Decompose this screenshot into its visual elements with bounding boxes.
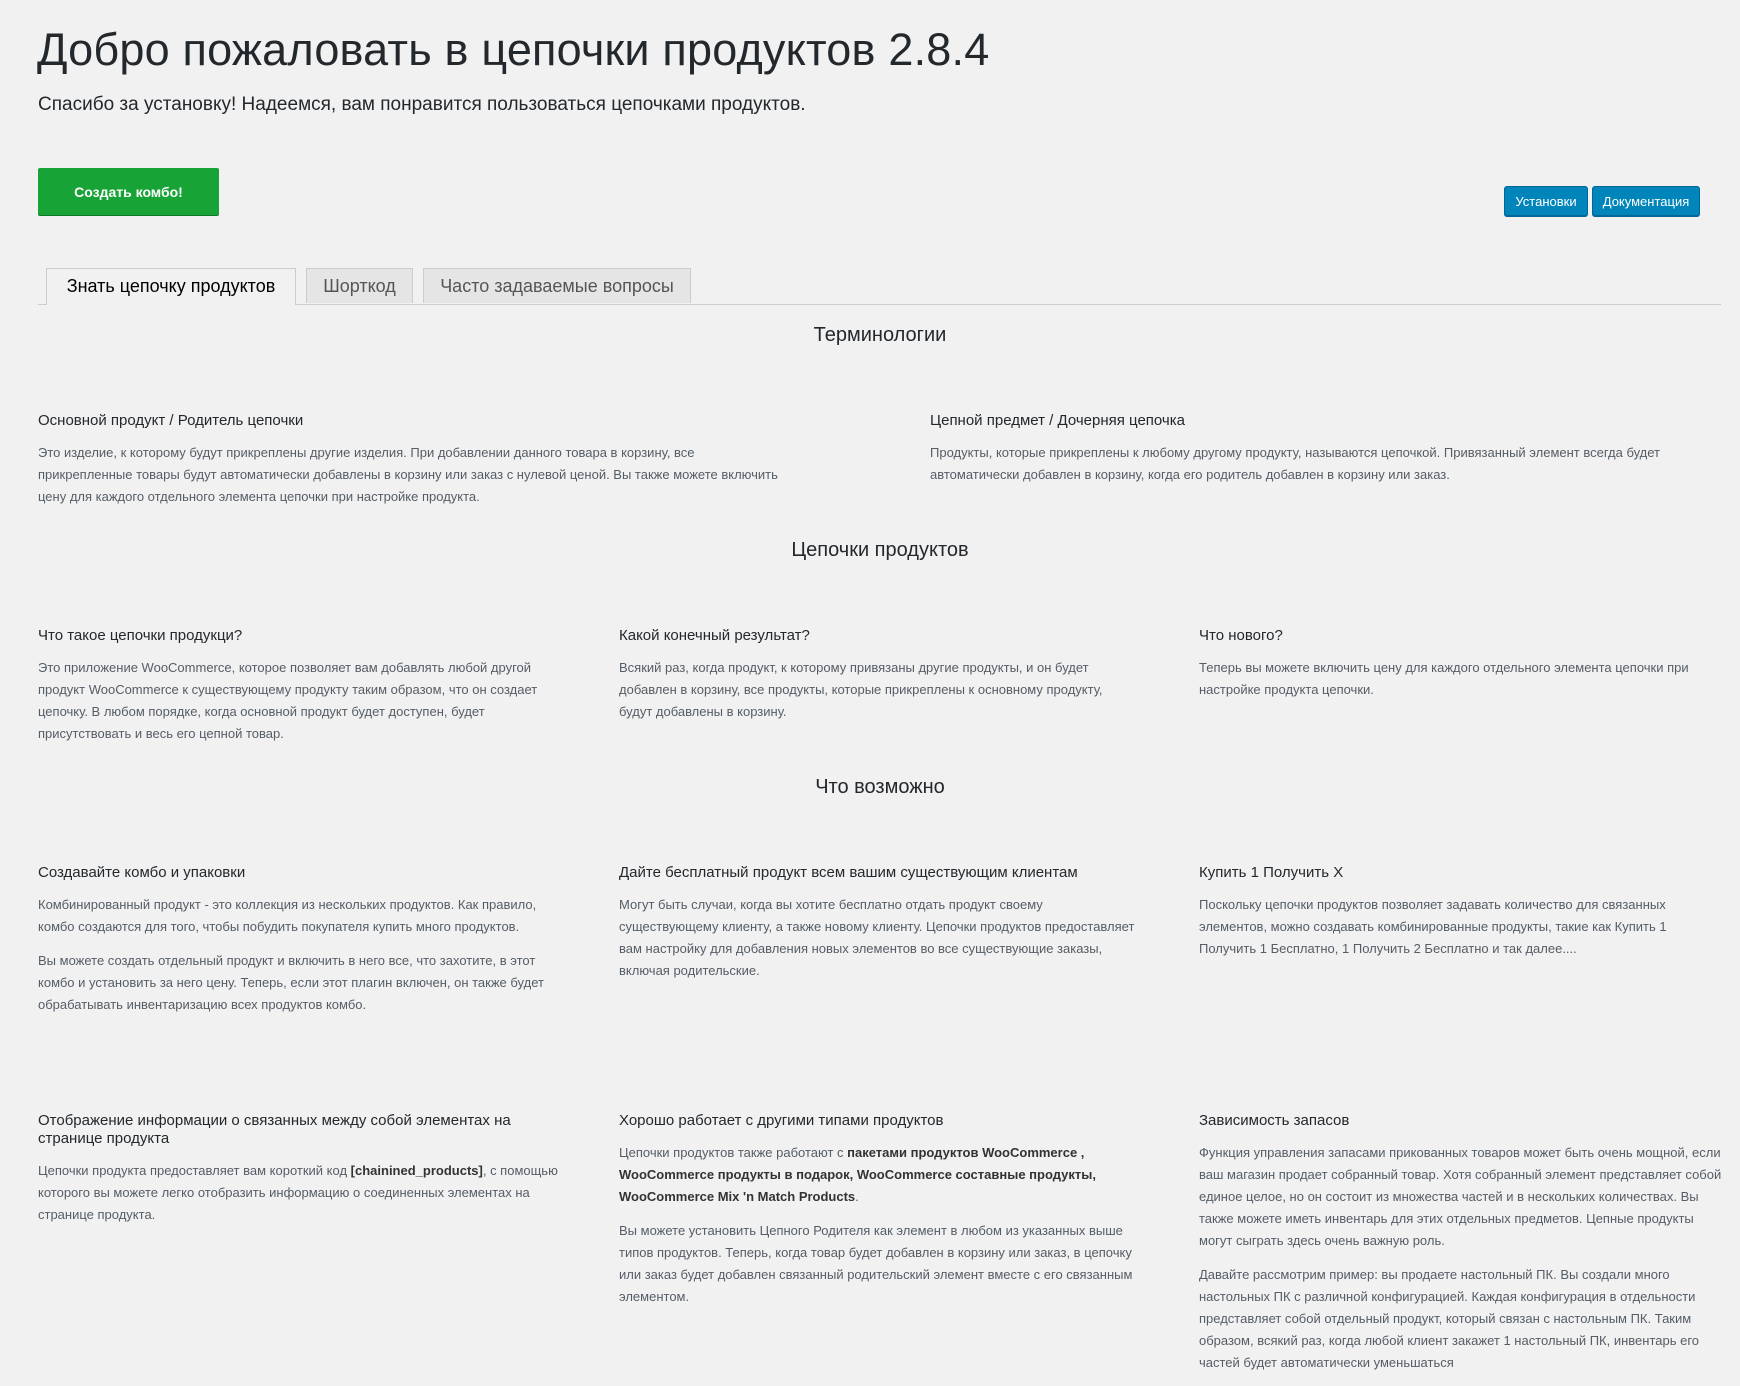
tab-faq[interactable]: Часто задаваемые вопросы	[423, 268, 691, 303]
feature-whats-new	[1199, 627, 1719, 713]
section-title-terminology: Терминологии	[813, 324, 947, 346]
feature-text: Всякий раз, когда продукт, к которому привязаны другие продукты, и он будет добавлен в корзину, все продукты, которые прикреплены к основному продукту, будут добавлены в корзину.	[619, 660, 1103, 719]
page-title: Добро пожаловать в цепочки продуктов 2.8.4	[37, 24, 990, 75]
feature-heading: Что такое цепочки продукци?	[38, 627, 243, 644]
feature-stock-dependency	[1199, 1112, 1729, 1386]
feature-heading: Создавайте комбо и упаковки	[38, 864, 246, 881]
section-title-possible: Что возможно	[815, 776, 945, 798]
shortcode-label: [chainined_products]	[350, 1163, 483, 1178]
tab-shortcode[interactable]: Шорткод	[306, 268, 413, 303]
feature-text: Продукты, которые прикреплены к любому другому продукту, называются цепочкой. Привязанный элемент всегда будет автоматически добавлен в корзину, когда его родитель добавлен в корзину или заказ.	[930, 445, 1661, 482]
feature-text	[619, 1142, 1139, 1208]
feature-text: Поскольку цепочки продуктов позволяет задавать количество для связанных элементов, можно создавать комбинированные продукты, такие как Купить 1 Получить 1 Бесплатно, 1 Получить 2 Бесплатно и так далее....	[1199, 897, 1667, 956]
feature-other-types	[619, 1112, 1139, 1320]
feature-text	[38, 1160, 558, 1226]
tab-know-chained-products[interactable]: Знать цепочку продуктов	[46, 268, 296, 305]
feature-heading: Отображение информации о связанных между собой элементах на странице продукта	[38, 1112, 511, 1147]
product-types-list: пакетами продуктов WooCommerce , WooCommerce продукты в подарок, WooCommerce составные продукты, WooCommerce Mix 'n Match Products	[619, 1145, 1096, 1204]
feature-end-result	[619, 627, 1139, 735]
feature-shortcode-info	[38, 1112, 558, 1238]
page-subtitle: Спасибо за установку! Надеемся, вам понравится пользоваться цепочками продуктов.	[38, 94, 806, 115]
feature-main-product	[38, 412, 778, 520]
feature-text-2: Давайте рассмотрим пример: вы продаете настольный ПК. Вы создали много настольных ПК с различной конфигурацией. Каждая конфигурация в отдельности представляет собой отдельный продукт, который связан с настольным ПК. Таким образом, всякий раз, когда любой клиент закажет 1 настольный ПК, инвентарь его частей будет автоматически уменьшаться	[1199, 1267, 1700, 1370]
feature-heading: Цепной предмет / Дочерняя цепочка	[930, 412, 1185, 429]
settings-button[interactable]: Установки	[1504, 186, 1588, 216]
feature-heading: Основной продукт / Родитель цепочки	[38, 412, 304, 429]
feature-text: Теперь вы можете включить цену для каждого отдельного элемента цепочки при настройке продукта цепочки.	[1199, 660, 1689, 697]
feature-what-is	[38, 627, 558, 757]
feature-heading: Дайте бесплатный продукт всем вашим существующим клиентам	[619, 864, 1078, 881]
feature-text: Это приложение WooCommerce, которое позволяет вам добавлять любой другой продукт WooCommerce к существующему продукту таким образом, что он создает цепочку. В любом порядке, когда основной продукт будет доступен, будет присутствовать и весь его цепной товар.	[38, 660, 538, 741]
feature-chained-item	[930, 412, 1685, 498]
tab-bar	[38, 268, 1721, 305]
feature-text: Это изделие, к которому будут прикреплены другие изделия. При добавлении данного товара в корзину, все прикрепленные товары будут автоматически добавлены в корзину или заказ с нулевой ценой. Вы также можете включить цену для каждого отдельного элемента цепочки при настройке продукта.	[38, 445, 778, 504]
section-title-chains: Цепочки продуктов	[791, 539, 969, 561]
feature-buy-1-get-x	[1199, 864, 1719, 972]
feature-free-product	[619, 864, 1139, 994]
feature-heading: Хорошо работает с другими типами продуктов	[619, 1112, 944, 1129]
feature-heading: Зависимость запасов	[1199, 1112, 1350, 1129]
documentation-button[interactable]: Документация	[1592, 186, 1700, 216]
feature-text-part: , с помощью которого вы можете легко отобразить информацию о соединенных элементах на странице продукта.	[38, 1163, 558, 1222]
feature-combos	[38, 864, 558, 1028]
feature-text: Функция управления запасами прикованных товаров может быть очень мощной, если ваш магазин продает собранный товар. Хотя собранный элемент представляет собой единое целое, но он состоит из множества частей и в нескольких количествах. Вы также можете иметь инвентарь для этих отдельных предметов. Цепные продукты могут сыграть здесь очень важную роль.	[1199, 1145, 1722, 1248]
feature-text-part: Цепочки продуктов также работают с	[619, 1145, 848, 1160]
feature-heading: Что нового?	[1199, 627, 1283, 644]
feature-text: Могут быть случаи, когда вы хотите бесплатно отдать продукт своему существующему клиенту, а также новому клиенту. Цепочки продуктов предоставляет вам настройку для добавления новых элементов во все существующие заказы, включая родительские.	[619, 897, 1135, 978]
feature-text-2: Вы можете создать отдельный продукт и включить в него все, что захотите, в этот комбо и установить за него цену. Теперь, если этот плагин включен, он также будет обрабатывать инвентаризацию всех продуктов комбо.	[38, 953, 544, 1012]
feature-heading: Купить 1 Получить X	[1199, 864, 1344, 881]
feature-text-part: Цепочки продукта предоставляет вам короткий код	[38, 1163, 351, 1178]
feature-text-2: Вы можете установить Цепного Родителя как элемент в любом из указанных выше типов продуктов. Теперь, когда товар будет добавлен в корзину или заказ, в цепочку или заказ будет добавлен связанный родительский элемент вместе с его связанным элементом.	[619, 1223, 1133, 1304]
feature-text: Комбинированный продукт - это коллекция из нескольких продуктов. Как правило, комбо создаются для того, чтобы побудить покупателя купить много продуктов.	[38, 897, 537, 934]
create-combo-button[interactable]: Создать комбо!	[38, 168, 219, 215]
feature-heading: Какой конечный результат?	[619, 627, 810, 644]
feature-text-part: .	[855, 1189, 859, 1204]
